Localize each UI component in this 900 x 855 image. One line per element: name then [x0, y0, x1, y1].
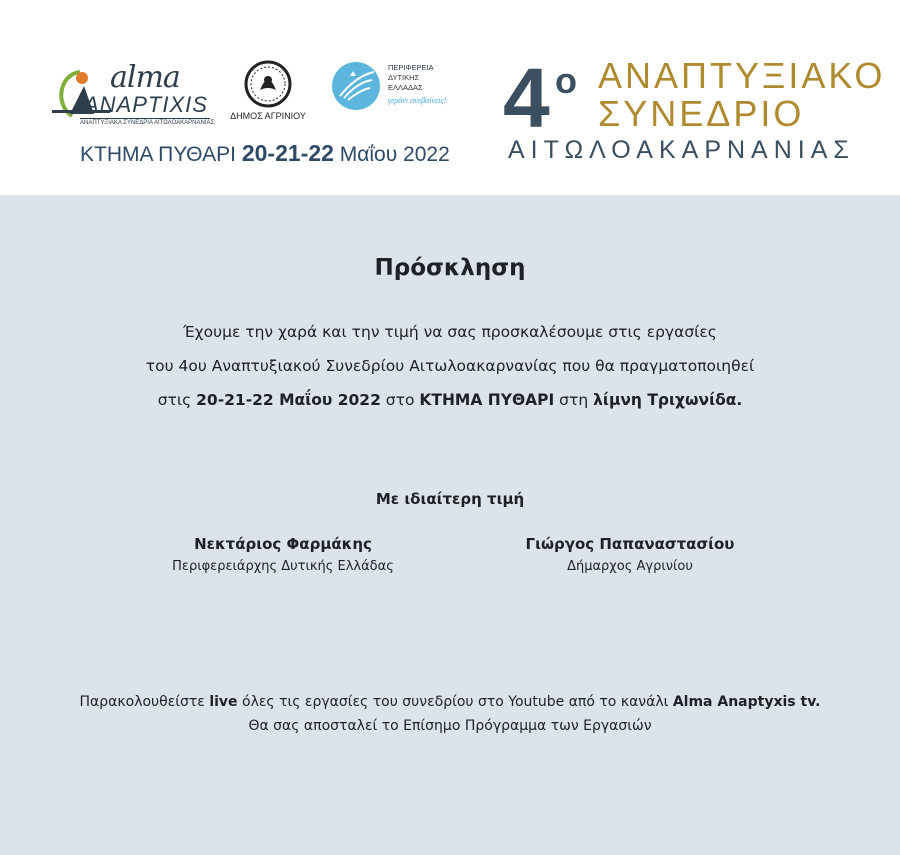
- line3-prefix: στις: [157, 391, 197, 409]
- youtube-channel-name: Alma Anaptyxis tv.: [672, 694, 821, 710]
- municipality-name: ΔΗΜΟΣ ΑΓΡΙΝΙΟΥ: [230, 111, 306, 121]
- region-western-greece-logo: [330, 60, 470, 115]
- alma-tagline: ΑΝΑΠΤΥΞΙΑΚΑ ΣΥΝΕΔΡΙΑ ΑΙΤΩΛΟΑΚΑΡΝΑΝΙΑΣ: [80, 120, 215, 126]
- alma-wordmark: alma: [110, 60, 180, 95]
- conference-title-line1: ΑΝΑΠΤΥΞΙΑΚΟ: [598, 55, 886, 96]
- invitation-line2: του 4ου Αναπτυξιακού Συνεδρίου Αιτωλοακαρνανίας που θα πραγματοποιηθεί: [145, 357, 755, 375]
- header-date-line: [80, 140, 450, 167]
- host-mayor: [480, 535, 780, 574]
- footer-text-a: Παρακολουθείστε: [79, 694, 210, 710]
- line3-connector2: στη: [554, 391, 594, 409]
- conference-title-line3: ΑΙΤΩΛΟΑΚΑΡΝΑΝΙΑΣ: [508, 136, 855, 164]
- footer-live: live: [209, 694, 238, 710]
- line3-connector1: στο: [380, 391, 420, 409]
- header-month-year: Μαΐου 2022: [339, 143, 450, 166]
- footer-line2: Θα σας αποσταλεί το Επίσημο Πρόγραμμα των Εργασιών: [248, 718, 652, 734]
- region-name-line1: ΠΕΡΙΦΕΡΕΙΑ: [388, 63, 434, 72]
- region-emblem-icon: [330, 60, 382, 112]
- event-venue: ΚΤΗΜΑ ΠΥΘΑΡΙ: [419, 391, 555, 409]
- header-banner: [0, 0, 900, 195]
- region-name-line2: ΔΥΤΙΚΗΣ: [388, 73, 420, 82]
- host-role: Περιφερειάρχης Δυτικής Ελλάδας: [172, 559, 394, 574]
- anaptixis-wordmark: ANAPTIXIS: [84, 92, 208, 117]
- invitation-body: [0, 195, 900, 855]
- invitation-title: Πρόσκληση: [374, 255, 526, 281]
- region-slogan: γεράνι ανεβαίνεις!: [388, 96, 447, 105]
- invitation-text: [0, 315, 900, 417]
- host-name: Νεκτάριος Φαρμάκης: [194, 535, 372, 553]
- region-name-line3: ΕΛΛΑΔΑΣ: [388, 83, 423, 92]
- event-dates: 20-21-22 Μαΐου 2022: [196, 391, 381, 409]
- invitation-line1: Έχουμε την χαρά και την τιμή να σας προσκαλέσουμε στις εργασίες: [183, 323, 717, 341]
- municipality-agrinio-logo: [226, 60, 310, 124]
- footer-line1: [0, 690, 900, 714]
- footer-note: [0, 690, 900, 738]
- alma-anaptixis-logo: [50, 60, 215, 132]
- host-governor: [133, 535, 433, 574]
- region-name: [388, 63, 434, 93]
- municipality-seal-icon: [244, 60, 292, 108]
- host-role: Δήμαρχος Αγρινίου: [567, 559, 693, 574]
- header-venue: ΚΤΗΜΑ ΠΥΘΑΡΙ: [80, 143, 236, 166]
- conference-title-line2: ΣΥΝΕΔΡΙΟ: [598, 93, 805, 134]
- event-lake: λίμνη Τριχωνίδα.: [593, 391, 743, 409]
- honor-line: Με ιδιαίτερη τιμή: [375, 490, 525, 508]
- footer-text-b: όλες τις εργασίες του συνεδρίου στο Youtube από το κανάλι: [237, 694, 673, 710]
- host-name: Γιώργος Παπαναστασίου: [525, 535, 735, 553]
- invitation-line3: [0, 383, 900, 417]
- header-days: 20-21-22: [241, 140, 334, 166]
- conference-ordinal: ο: [555, 60, 577, 101]
- conference-number: 4: [503, 51, 550, 145]
